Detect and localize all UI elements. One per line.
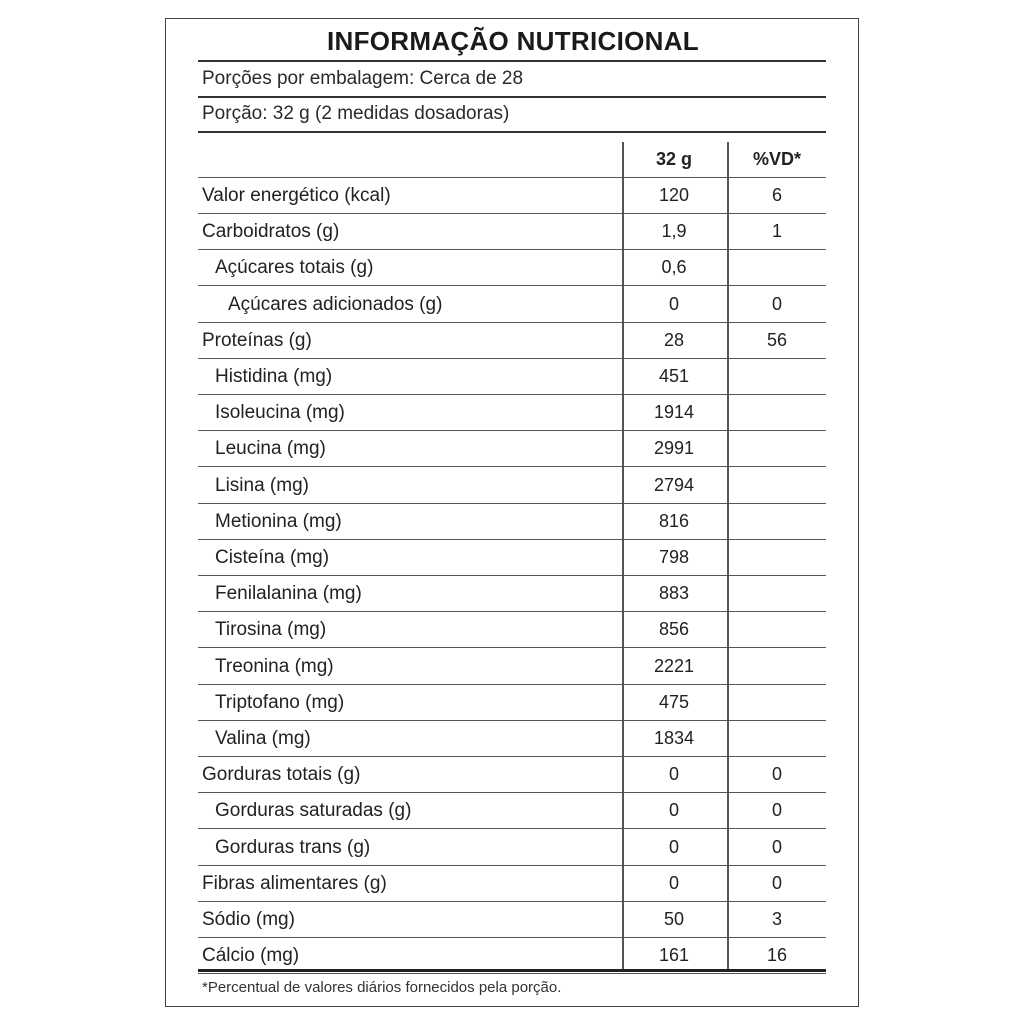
table-row (198, 793, 826, 829)
nutrient-amount: 0,6 (661, 257, 687, 278)
nutrient-name: Sódio (mg) (202, 909, 295, 930)
nutrient-daily-value: 0 (771, 293, 782, 314)
table-row (198, 431, 826, 467)
column-divider-left (622, 142, 624, 970)
nutrient-daily-value: 56 (766, 329, 788, 350)
nutrient-amount: 0 (668, 293, 679, 314)
nutrient-name: Treonina (mg) (215, 655, 334, 677)
table-row (198, 504, 826, 540)
nutrient-amount: 451 (658, 366, 690, 386)
nutrient-amount: 1,9 (661, 221, 687, 242)
nutrient-amount: 883 (658, 583, 690, 604)
nutrient-amount: 798 (658, 547, 690, 567)
nutrient-name: Metionina (mg) (215, 510, 342, 532)
nutrient-amount: 0 (668, 836, 679, 857)
nutrient-name: Valor energético (kcal) (202, 185, 391, 206)
nutrient-amount: 856 (658, 619, 690, 640)
nutrient-daily-value: 0 (771, 872, 782, 893)
nutrient-amount: 2991 (653, 438, 695, 459)
nutrient-name: Açúcares totais (g) (215, 257, 374, 279)
nutrient-daily-value: 1 (771, 221, 782, 242)
nutrient-name: Leucina (mg) (215, 438, 326, 460)
nutrient-name: Histidina (mg) (215, 366, 333, 387)
servings-rule (198, 96, 826, 98)
footnote: *Percentual de valores diários fornecidos pela porção. (202, 979, 562, 996)
column-header-dv: %VD* (752, 149, 801, 169)
nutrient-name: Gorduras totais (g) (202, 764, 361, 786)
table-row (198, 540, 826, 576)
nutrient-name: Cisteína (mg) (215, 547, 330, 568)
table-row (198, 902, 826, 938)
table-row (198, 468, 826, 504)
nutrient-amount: 1914 (653, 402, 695, 423)
nutrient-daily-value: 0 (771, 800, 782, 821)
table-row (198, 214, 826, 250)
table-row (198, 576, 826, 612)
nutrient-name: Fibras alimentares (g) (202, 872, 387, 894)
nutrient-daily-value: 0 (771, 836, 782, 857)
column-header-amount: 32 g (655, 149, 693, 169)
nutrient-amount: 1834 (653, 728, 695, 748)
column-header-row (198, 142, 826, 178)
nutrient-name: Carboidratos (g) (202, 221, 340, 243)
nutrient-name: Isoleucina (mg) (215, 402, 345, 424)
table-row (198, 178, 826, 214)
nutrient-name: Cálcio (mg) (202, 945, 300, 967)
nutrient-amount: 2794 (653, 474, 695, 495)
label-title: INFORMAÇÃO NUTRICIONAL (326, 26, 699, 56)
serving-size: Porção: 32 g (2 medidas dosadoras) (202, 103, 510, 124)
nutrient-daily-value: 0 (771, 764, 782, 785)
nutrient-name: Açúcares adicionados (g) (228, 293, 443, 315)
nutrient-amount: 0 (668, 872, 679, 893)
servings-per-package: Porções por embalagem: Cerca de 28 (202, 68, 524, 89)
nutrient-amount: 120 (658, 185, 690, 205)
nutrient-amount: 0 (668, 764, 679, 785)
nutrient-name: Valina (mg) (215, 728, 311, 749)
nutrient-name: Proteínas (g) (202, 329, 312, 351)
table-row (198, 721, 826, 757)
nutrient-amount: 0 (668, 800, 679, 821)
table-row (198, 359, 826, 395)
table-row (198, 685, 826, 721)
nutrient-name: Gorduras saturadas (g) (215, 800, 412, 822)
nutrient-daily-value: 6 (771, 185, 782, 205)
table-row (198, 323, 826, 359)
table-row (198, 250, 826, 286)
nutrient-daily-value: 3 (771, 909, 782, 929)
nutrient-amount: 2221 (653, 655, 695, 676)
table-row (198, 757, 826, 793)
table-row (198, 649, 826, 685)
title-rule (198, 60, 826, 62)
nutrient-amount: 50 (663, 909, 685, 929)
nutrient-name: Triptofano (mg) (215, 691, 345, 713)
nutrient-amount: 161 (658, 945, 690, 966)
nutrient-name: Tirosina (mg) (215, 619, 327, 641)
table-row (198, 287, 826, 323)
table-row (198, 866, 826, 902)
table-row (198, 830, 826, 866)
table-row (198, 395, 826, 431)
nutrient-amount: 816 (658, 510, 690, 531)
nutrient-daily-value: 16 (766, 945, 788, 966)
nutrient-name: Lisina (mg) (215, 474, 309, 496)
nutrient-name: Gorduras trans (g) (215, 836, 371, 858)
nutrient-name: Fenilalanina (mg) (215, 583, 362, 605)
table-row (198, 612, 826, 648)
nutrient-amount: 475 (658, 691, 690, 712)
table-bottom-rule (198, 969, 826, 972)
nutrient-amount: 28 (663, 329, 685, 350)
serving-rule (198, 131, 826, 133)
column-divider-right (727, 142, 729, 970)
